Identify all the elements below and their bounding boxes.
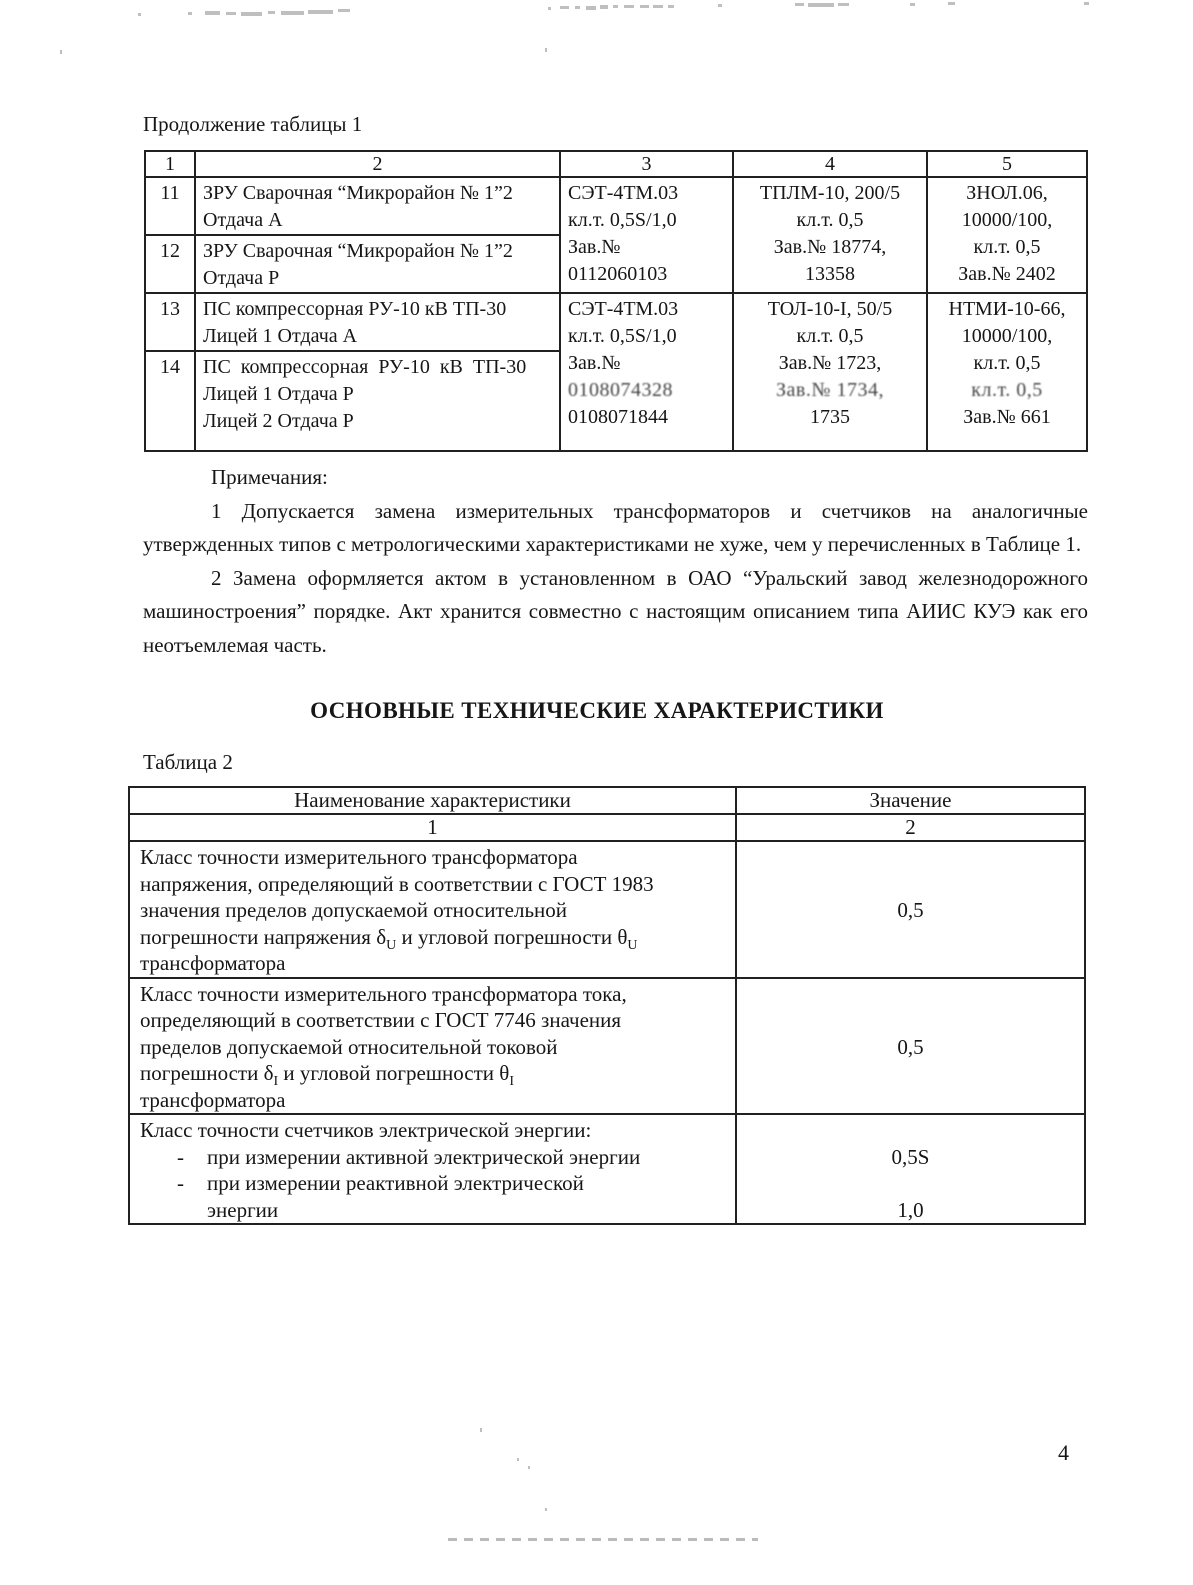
- ct-model: ТПЛМ-10, 200/5: [759, 182, 901, 204]
- cell-line: Класс точности счетчиков электрической энергии:: [140, 1118, 592, 1142]
- cell-line: определяющий в соответствии с ГОСТ 7746 значения: [140, 1008, 622, 1032]
- voltage-transformer-cell: [927, 177, 1087, 293]
- characteristic-name: [129, 841, 736, 978]
- cell-line: энергии: [207, 1197, 279, 1222]
- table1-continuation: [144, 150, 1088, 452]
- cell-line: напряжения, определяющий в соответствии с ГОСТ 1983: [140, 871, 654, 896]
- vt-serial: Зав.№ 2402: [958, 263, 1056, 285]
- characteristic-name: [129, 1114, 736, 1224]
- table1-caption: Продолжение таблицы 1: [143, 112, 363, 136]
- characteristic-col-header: Наименование характеристики: [129, 787, 736, 814]
- characteristic-name: [129, 978, 736, 1115]
- vt-ratio: 10000/100,: [961, 209, 1053, 231]
- notes-section: [143, 461, 1088, 663]
- table-row: [145, 293, 1087, 351]
- meter-serial: 0112060103: [568, 263, 668, 285]
- cell-line: погрешности напряжения $\delta_U$ и угловой погрешности $\theta_U$: [140, 924, 638, 953]
- vt-class: кл.т. 0,5: [973, 352, 1041, 374]
- table-row: [129, 1114, 1085, 1224]
- cell-line: ПС компрессорная РУ-10 кВ ТП-30: [203, 298, 507, 320]
- ct-serial: Зав.№ 18774,: [773, 236, 887, 258]
- bullet-line: - при измерении реактивной электрической: [140, 1170, 731, 1197]
- vt-model: НТМИ-10-66,: [948, 298, 1066, 320]
- row-number: 13: [145, 293, 195, 351]
- vt-ratio: 10000/100,: [961, 325, 1053, 347]
- cell-line: погрешности $\delta_I$ и угловой погрешности $\theta_I$: [140, 1061, 515, 1090]
- cell-line: трансформатора: [140, 951, 286, 975]
- current-transformer-cell: [733, 293, 927, 451]
- col-header-4: 4: [733, 151, 927, 177]
- table1-header-row: [145, 151, 1087, 177]
- note-2: 2 Замена оформляется актом в установленном в ОАО “Уральский завод железнодорожного машиностроения” порядке. Акт хранится совместно с настоящим описанием типа АИИС КУЭ как его неотъемлемая часть.: [143, 565, 1088, 657]
- cell-line: Отдача А: [203, 209, 283, 231]
- voltage-transformer-cell: [927, 293, 1087, 451]
- cell-line: Лицей 1 Отдача Р: [203, 383, 354, 405]
- col-number-1: 1: [129, 814, 736, 841]
- cell-line: пределов допускаемой относительной токовой: [140, 1034, 558, 1059]
- measurement-point-name: [195, 177, 560, 235]
- row-number: 11: [145, 177, 195, 235]
- meter-serial-label: Зав.№: [568, 352, 621, 374]
- subscript: U: [627, 937, 638, 953]
- vt-serial: Зав.№ 661: [963, 406, 1051, 428]
- vt-class-misprint: кл.т. 0,5: [971, 379, 1043, 401]
- vt-class: кл.т. 0,5: [973, 236, 1041, 258]
- value-active: 0,5S: [891, 1144, 930, 1169]
- col-header-5: 5: [927, 151, 1087, 177]
- col-header-1: 1: [145, 151, 195, 177]
- measurement-point-name: [195, 293, 560, 351]
- ct-serial: 13358: [805, 263, 855, 285]
- bullet-line: - при измерении активной электрической энергии: [140, 1144, 731, 1171]
- value-col-header: Значение: [736, 787, 1085, 814]
- measurement-point-name: [195, 235, 560, 293]
- ct-class: кл.т. 0,5: [796, 209, 864, 231]
- col-header-3: 3: [560, 151, 733, 177]
- ct-class: кл.т. 0,5: [796, 325, 864, 347]
- characteristic-value: 0,5: [736, 841, 1085, 978]
- bullet-dash: -: [177, 1171, 184, 1195]
- col-number-2: 2: [736, 814, 1085, 841]
- row-number: 12: [145, 235, 195, 293]
- vt-model: ЗНОЛ.06,: [966, 182, 1048, 204]
- ct-model: ТОЛ-10-I, 50/5: [767, 298, 893, 320]
- measurement-point-name: [195, 351, 560, 451]
- meter-serial-label: Зав.№: [568, 236, 621, 258]
- note-1: 1 Допускается замена измерительных трансформаторов и счетчиков на аналогичные утвержденных типов с метрологическими характеристиками не хуже, чем у перечисленных в Таблице 1.: [143, 498, 1088, 557]
- meter-cell: [560, 177, 733, 293]
- cell-line: Лицей 1 Отдача А: [203, 325, 358, 347]
- cell-line: Класс точности измерительного трансформатора: [140, 845, 578, 869]
- meter-class: кл.т. 0,5S/1,0: [568, 325, 677, 347]
- section-title: ОСНОВНЫЕ ТЕХНИЧЕСКИЕ ХАРАКТЕРИСТИКИ: [310, 698, 884, 723]
- scan-artifact: [448, 1538, 758, 1541]
- cell-line: значения пределов допускаемой относительной: [140, 898, 568, 922]
- cell-line: ЗРУ Сварочная “Микрорайон № 1”2: [203, 240, 513, 262]
- value-reactive: 1,0: [897, 1197, 924, 1222]
- subscript: I: [509, 1074, 515, 1090]
- subscript: U: [386, 937, 397, 953]
- table2-header-row: [129, 787, 1085, 814]
- cell-line: Отдача Р: [203, 267, 280, 289]
- row-number: 14: [145, 351, 195, 451]
- notes-title: Примечания:: [211, 465, 328, 489]
- meter-cell: [560, 293, 733, 451]
- meter-serial: 0108071844: [568, 406, 668, 428]
- ct-serial: 1735: [810, 406, 850, 428]
- meter-model: СЭТ-4ТМ.03: [568, 182, 679, 204]
- table2-caption: Таблица 2: [143, 750, 233, 774]
- ct-serial-misprint: Зав.№ 1734,: [776, 379, 884, 401]
- current-transformer-cell: [733, 177, 927, 293]
- cell-line: Лицей 2 Отдача Р: [203, 410, 354, 432]
- table2-characteristics: [128, 786, 1086, 1225]
- characteristic-value: 0,5: [736, 978, 1085, 1115]
- table-row: [145, 177, 1087, 235]
- meter-serial-misprint: 0108074328: [568, 379, 673, 401]
- cell-line: трансформатора: [140, 1087, 286, 1112]
- meter-model: СЭТ-4ТМ.03: [568, 298, 679, 320]
- table2-subheader-row: [129, 814, 1085, 841]
- col-header-2: 2: [195, 151, 560, 177]
- bullet-dash: -: [177, 1144, 184, 1169]
- characteristic-value: [736, 1114, 1085, 1224]
- cell-line: ЗРУ Сварочная “Микрорайон № 1”2: [203, 182, 513, 204]
- ct-serial: Зав.№ 1723,: [778, 352, 882, 374]
- page-number: 4: [1058, 1440, 1069, 1465]
- cell-line: Класс точности измерительного трансформатора тока,: [140, 981, 627, 1006]
- table-row: [129, 978, 1085, 1115]
- meter-class: кл.т. 0,5S/1,0: [568, 209, 677, 231]
- cell-line: ПС компрессорная РУ-10 кВ ТП-30: [203, 356, 527, 378]
- table-row: [129, 841, 1085, 978]
- subscript: I: [273, 1074, 279, 1090]
